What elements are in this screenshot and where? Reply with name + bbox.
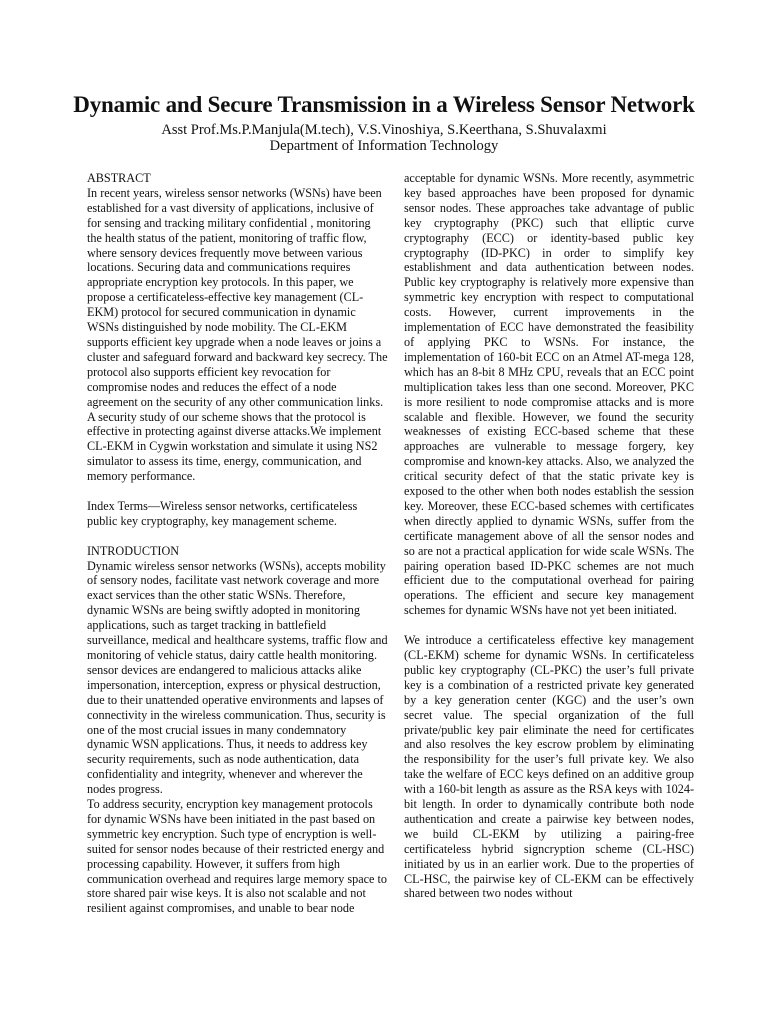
abstract-heading: ABSTRACT	[87, 171, 151, 185]
department: Department of Information Technology	[269, 138, 499, 154]
abstract-text: In recent years, wireless sensor networks (WSNs) have been established for a vast diversity of applications, inclusive of for sensing and tracking military confidential , monitoring the health status of the patient, monitoring of traffic flow, where sensory devices frequently move between various locations. Securing data and communications requires appropriate encryption key protocols. In this paper, we propose a certificateless-effective key management (CL-EKM) protocol for secured communication in dynamic WSNs distinguished by node mobility. The CL-EKM supports efficient key upgrade when a node leaves or joins a cluster and safeguard forward and backward key secrecy. The protocol also supports efficient key revocation for compromise nodes and reduces the effect of a node agreement on the security of any other communication links. A security study of our scheme shows that the protocol is effective in protecting against diverse attacks.We implement CL-EKM in Cygwin workstation and simulate it using NS2 simulator to assess its time, energy, communication, and memory performance.	[87, 185, 388, 484]
left-column	[87, 171, 388, 916]
author-list: Asst Prof.Ms.P.Manjula(M.tech), V.S.Vinoshiya, S.Keerthana, S.Shuvalaxmi	[161, 122, 607, 138]
paper-title: Dynamic and Secure Transmission in a Wireless Sensor Network	[73, 92, 695, 117]
introduction-paragraph-2: To address security, encryption key management protocols for dynamic WSNs have been initiated in the past based on symmetric key encryption. Such type of encryption is well-suited for sensor nodes because of their restricted energy and processing capability. However, it suffers from high communication overhead and requires large memory space to store shared pair wise keys. It is also not scalable and not resilient against compromises, and unable to bear node	[87, 797, 387, 916]
introduction-heading: INTRODUCTION	[87, 543, 180, 558]
right-paragraph-2: We introduce a certificateless effective key management (CL-EKM) scheme for dynamic WSNs. In certificateless public key cryptography (CL-PKC) the user’s full private key is a combination of a restricted private key generated by a key generation center (KGC) and the user’s own secret value. The special organization of the full private/public key pair eliminate the need for certificates and also resolves the key escrow problem by eliminating the responsibility for the user’s full private key. We also take the welfare of ECC keys defined on an additive group with a 160-bit length as assure as the RSA keys with 1024-bit length. In order to dynamically contribute both node authentication and create a pairwise key between nodes, we build CL-EKM by utilizing a pairing-free certificateless hybrid signcryption scheme (CL-HSC) initiated by us in an earlier work. Due to the properties of CL-HSC, the pairwise key of CL-EKM can be effectively shared between two nodes without	[404, 633, 694, 901]
index-terms: Index Terms—Wireless sensor networks, certificateless public key cryptography, key management scheme.	[87, 498, 358, 528]
right-column	[404, 171, 694, 901]
introduction-paragraph-1: Dynamic wireless sensor networks (WSNs), accepts mobility of sensory nodes, facilitate vast network coverage and more exact services than the other static WSNs. Therefore, dynamic WSNs are being swiftly adopted in monitoring applications, such as target tracking in battlefield surveillance, medical and healthcare systems, traffic flow and monitoring of vehicle status, dairy cattle health monitoring. sensor devices are endangered to malicious attacks alike impersonation, interception, express or physical destruction, due to their unattended operative environments and lapses of connectivity in the wireless communication. Thus, security is one of the most crucial issues in many condemnatory dynamic WSN applications. Thus, it needs to address key security requirements, such as node authentication, data confidentiality and integrity, whenever and wherever the nodes progress.	[87, 558, 388, 797]
right-paragraph-1: acceptable for dynamic WSNs. More recently, asymmetric key based approaches have been proposed for dynamic sensor nodes. These approaches take advantage of public key cryptography (PKC) such that elliptic curve cryptography (ECC) or identity-based public key cryptography (ID-PKC) in order to simplify key establishment and data authentication between nodes. Public key cryptography is relatively more expensive than symmetric key encryption with respect to computational costs. However, current improvements in the implementation of ECC have demonstrated the feasibility of applying PKC to WSNs. For instance, the implementation of 160-bit ECC on an Atmel AT-mega 128, which has an 8-bit 8 MHz CPU, reveals that an ECC point multiplication takes less than one second. Moreover, PKC is more resilient to node compromise attacks and is more scalable and flexible. However, we found the security weaknesses of existing ECC-based scheme that these approaches are vulnerable to message forgery, key compromise and known-key attacks. Also, we analyzed the critical security defect of that the static private key is exposed to the other when both nodes establish the session key. Moreover, these ECC-based schemes with certificates when directly applied to dynamic WSNs, suffer from the certificate management above of all the sensor nodes and so are not a practical application for wide scale WSNs. The pairing operation based ID-PKC schemes are not much efficient due to the computational overhead for pairing operations. The efficient and secure key management schemes for dynamic WSNs have not yet been initiated.	[404, 171, 694, 618]
